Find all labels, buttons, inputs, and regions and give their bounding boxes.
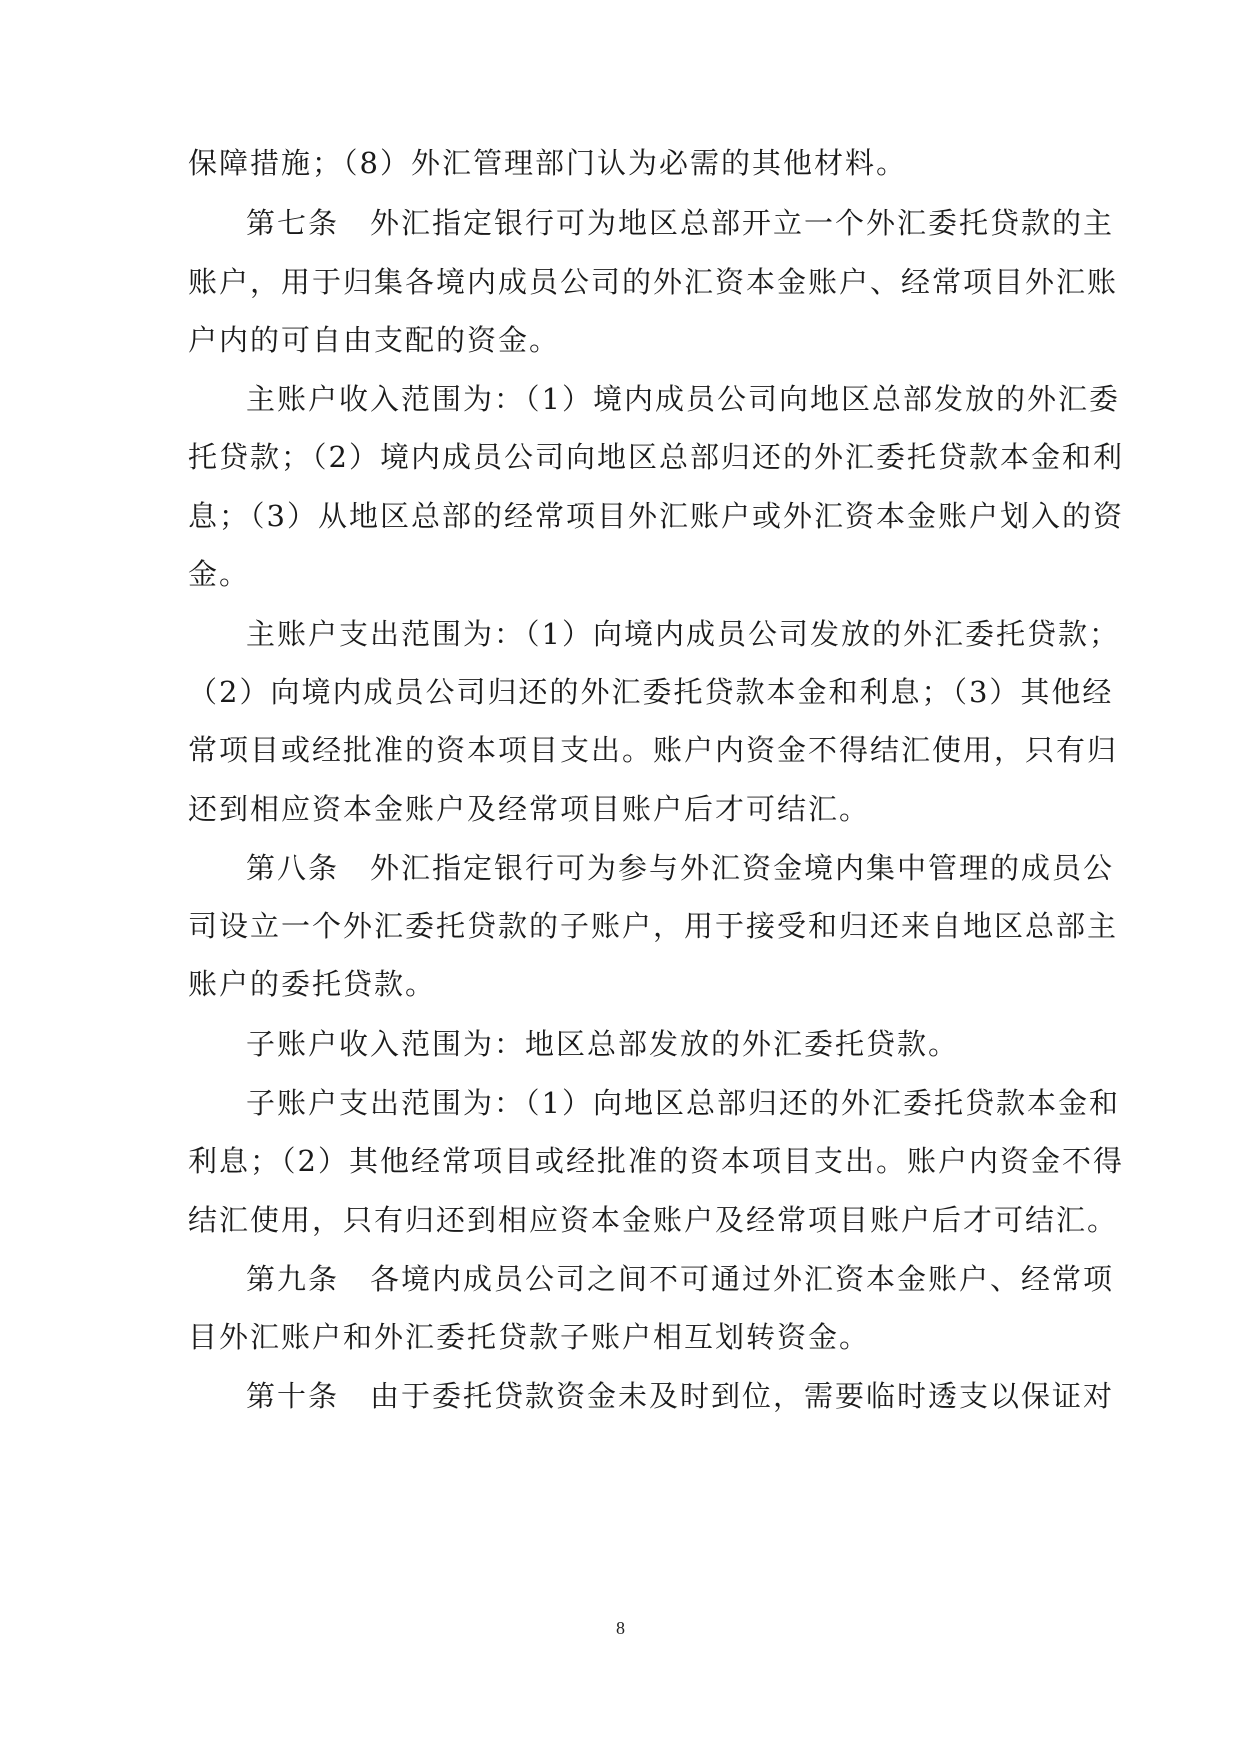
article-9-heading-line: 第九条 各境内成员公司之间不可通过外汇资本金账户、经常项 [246,1262,1115,1296]
text-line: 户内的可自由支配的资金。 [188,323,561,357]
page-number: 8 [616,1618,625,1638]
text-line: 利息；（2）其他经常项目或经批准的资本项目支出。账户内资金不得 [188,1144,1124,1178]
text-line: 托贷款；（2）境内成员公司向地区总部归还的外汇委托贷款本金和利 [188,440,1124,474]
article-7-heading-line: 第七条 外汇指定银行可为地区总部开立一个外汇委托贷款的主 [246,206,1115,240]
text-line: 子账户支出范围为：（1）向地区总部归还的外汇委托贷款本金和 [246,1086,1120,1120]
text-line: 司设立一个外汇委托贷款的子账户，用于接受和归还来自地区总部主 [188,909,1119,943]
text-line: 金。 [188,557,251,591]
article-8-heading-line: 第八条 外汇指定银行可为参与外汇资金境内集中管理的成员公 [246,851,1115,885]
text-line: 常项目或经批准的资本项目支出。账户内资金不得结汇使用，只有归 [188,733,1119,767]
text-line: 账户的委托贷款。 [188,967,437,1001]
text-line: 结汇使用，只有归还到相应资本金账户及经常项目账户后才可结汇。 [188,1203,1119,1237]
text-line: 保障措施；（8）外汇管理部门认为必需的其他材料。 [188,146,907,180]
article-10-heading-line: 第十条 由于委托贷款资金未及时到位，需要临时透支以保证对 [246,1379,1115,1413]
text-line: 目外汇账户和外汇委托贷款子账户相互划转资金。 [188,1320,871,1354]
text-line: 子账户收入范围为：地区总部发放的外汇委托贷款。 [246,1027,960,1061]
text-line: 账户，用于归集各境内成员公司的外汇资本金账户、经常项目外汇账 [188,265,1119,299]
text-line: 息；（3）从地区总部的经常项目外汇账户或外汇资本金账户划入的资 [188,499,1124,533]
text-line: 主账户支出范围为：（1）向境内成员公司发放的外汇委托贷款； [246,617,1120,651]
text-line: 主账户收入范围为：（1）境内成员公司向地区总部发放的外汇委 [246,382,1120,416]
text-line: 还到相应资本金账户及经常项目账户后才可结汇。 [188,792,871,826]
text-line: （2）向境内成员公司归还的外汇委托贷款本金和利息；（3）其他经 [188,675,1114,709]
